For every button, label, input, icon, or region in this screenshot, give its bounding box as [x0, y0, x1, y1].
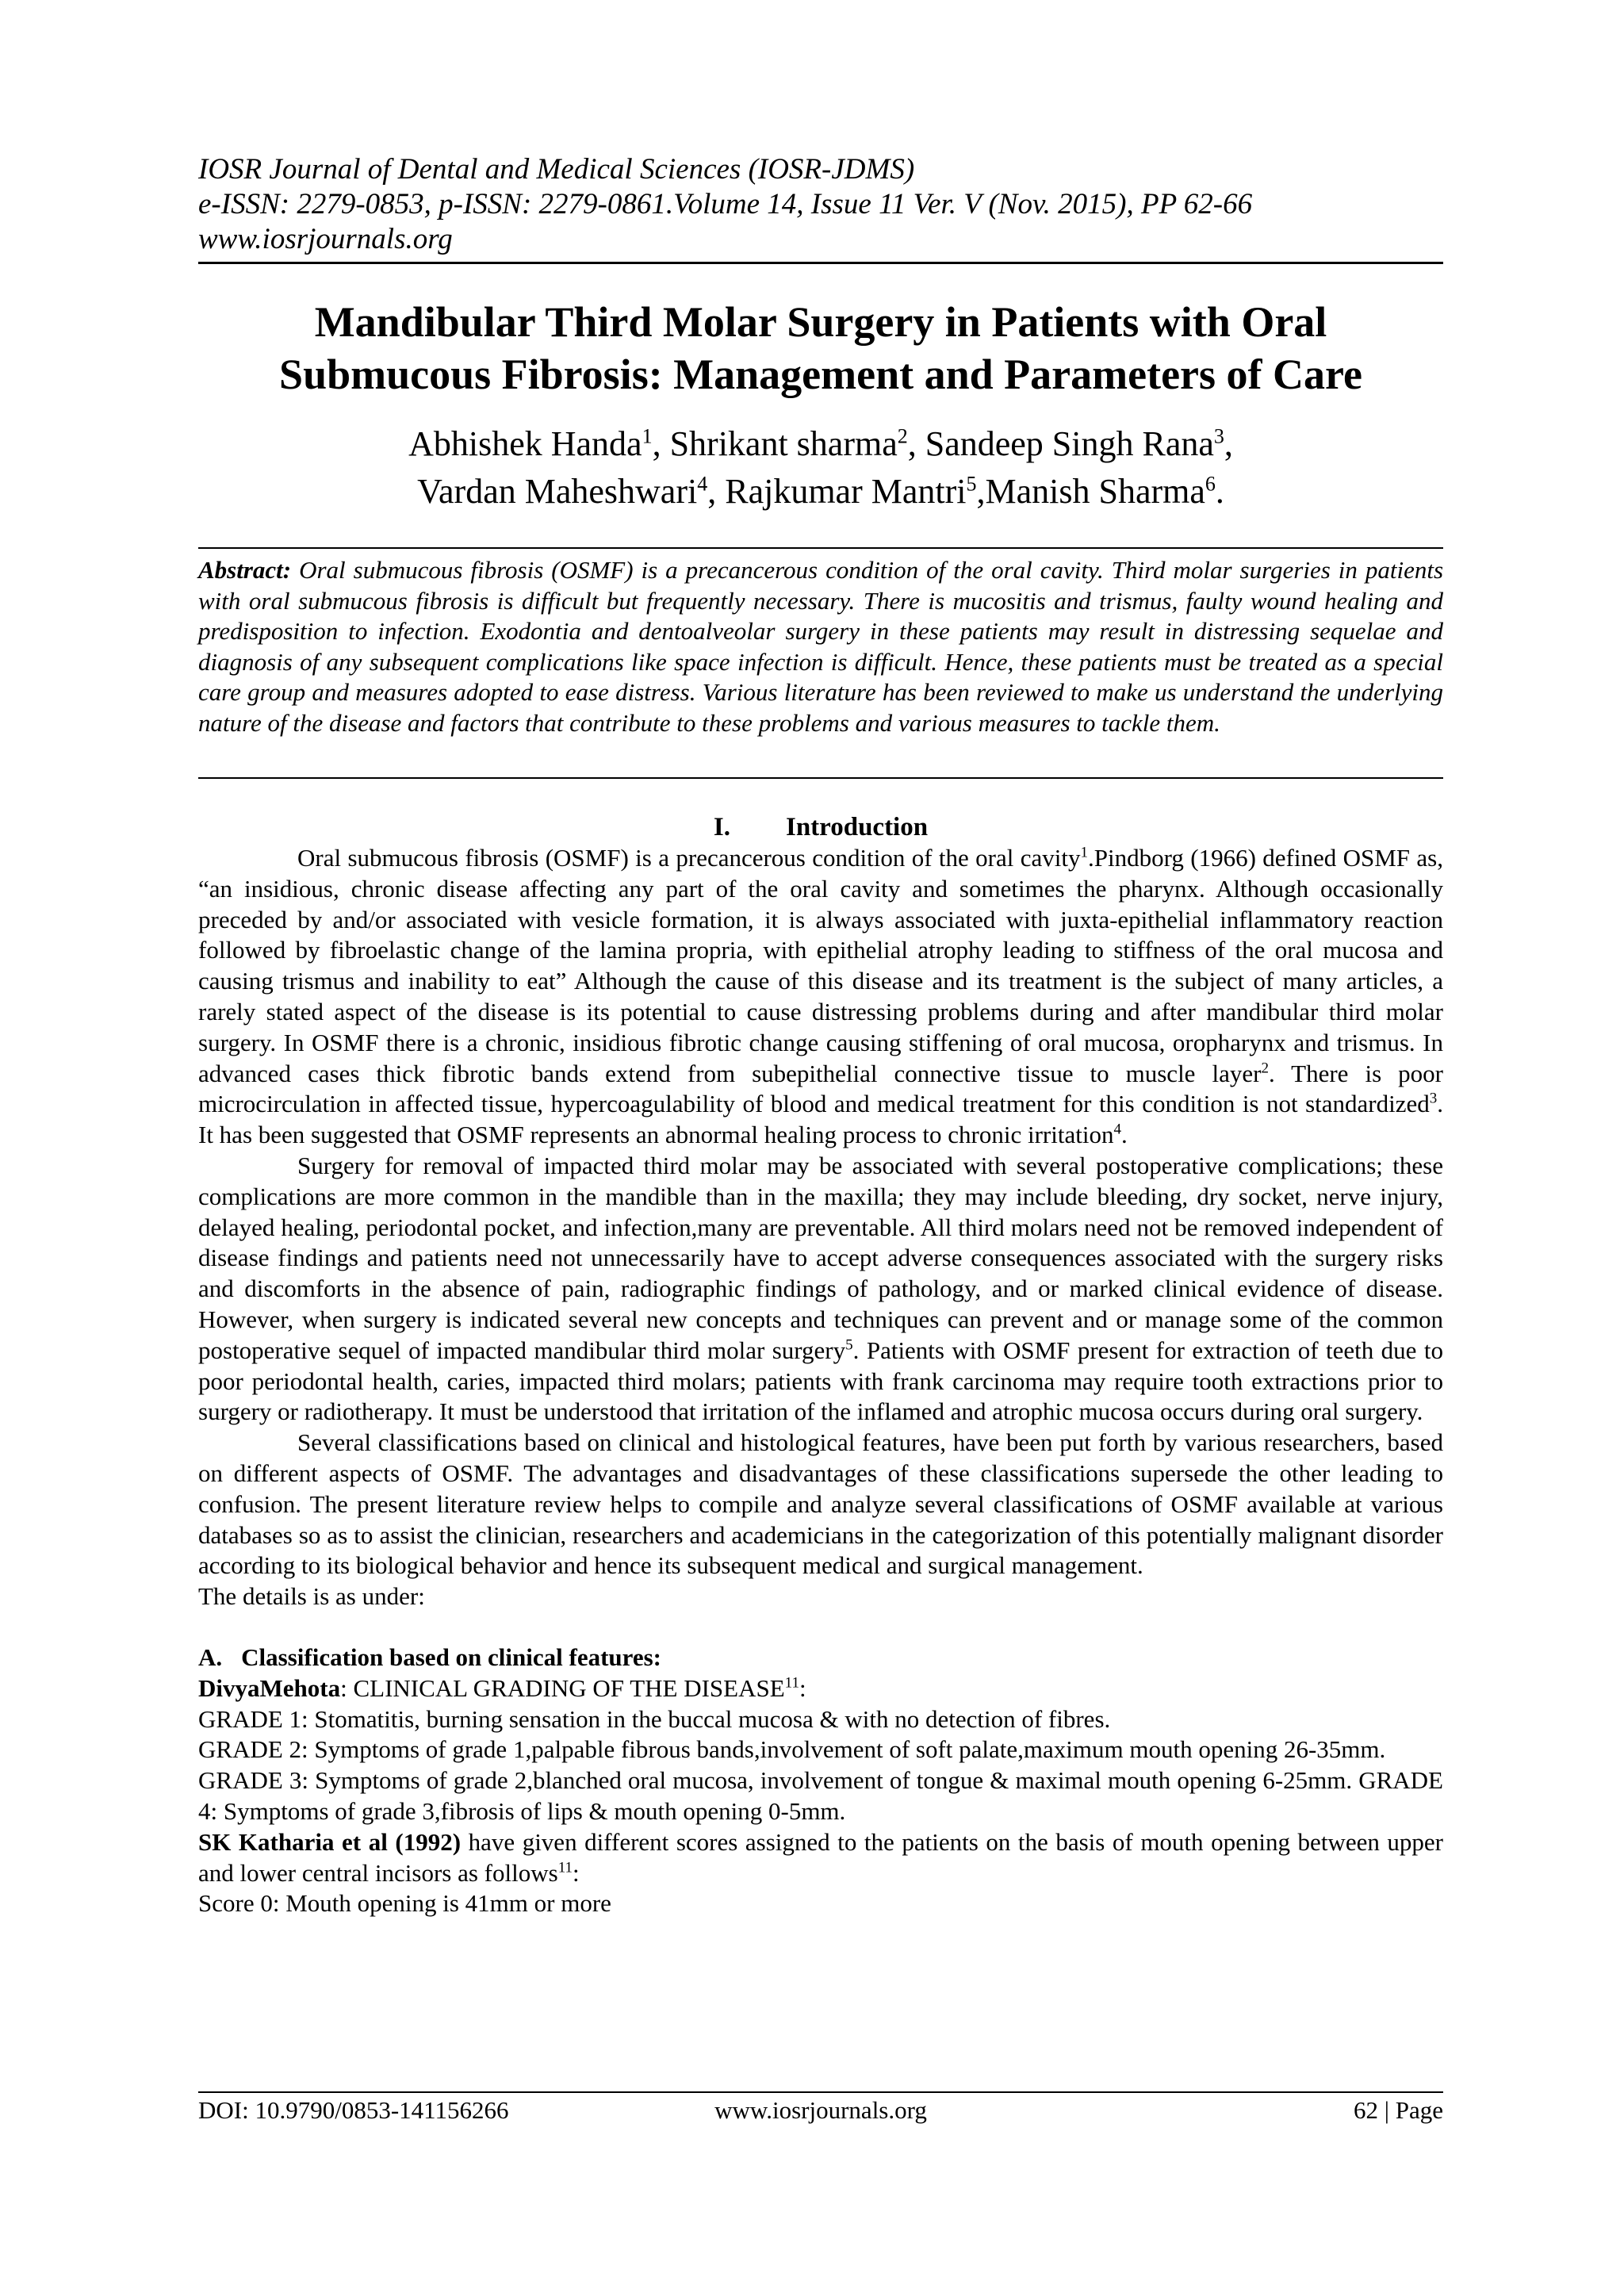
author-separator: , — [707, 472, 726, 511]
footer-page-number: 62 | Page — [1354, 2096, 1443, 2124]
citation: 1 — [1080, 844, 1088, 861]
footer-website[interactable]: www.iosrjournals.org — [714, 2096, 927, 2124]
section-title: Introduction — [785, 813, 929, 841]
text-run: . There is poor microcirculation in affected tissue, hypercoagulability of blood and medical treatment for this condition is not standardized — [198, 1059, 1444, 1118]
author-name: Shrikant sharma — [669, 424, 898, 463]
text-run: : — [572, 1858, 580, 1887]
header-divider — [198, 262, 1443, 264]
author-affiliation: 3 — [1213, 424, 1224, 448]
author-affiliation: 2 — [897, 424, 908, 448]
abstract — [198, 555, 1443, 738]
author-separator: , — [907, 424, 925, 463]
subsection-label: A. — [198, 1642, 223, 1671]
author-affiliation: 1 — [642, 424, 653, 448]
text-run: . Patients with OSMF present for extraction of teeth due to poor periodontal health, caries, impacted third molars; patients with frank carcinoma may require tooth extractions prior to surgery or radiotherapy. It must be understood that irritation of the inflamed and atrophic mucosa occurs during oral surgery. — [198, 1336, 1443, 1426]
body-text — [198, 843, 1443, 1919]
author-separator: , — [1224, 424, 1233, 463]
citation: 11 — [557, 1859, 573, 1876]
score-0: Score 0: Mouth opening is 41mm or more — [198, 1889, 611, 1918]
journal-issn: e-ISSN: 2279-0853, p-ISSN: 2279-0861.Volume 14, Issue 11 Ver. V (Nov. 2015), PP 62-66 — [198, 188, 1253, 220]
author-affiliation: 4 — [697, 472, 708, 496]
author-separator: . — [1215, 472, 1224, 511]
author-separator: , — [976, 472, 986, 511]
text-run: : CLINICAL GRADING OF THE DISEASE — [340, 1673, 785, 1702]
intro-paragraph-3: Several classifications based on clinical and histological features, have been put forth by various researchers, based on different aspects of OSMF. The advantages and disadvantages of these classifications supersede the other leading to confusion. The present literature review helps to compile and analyze several classifications of OSMF available at various databases so as to assist the clinician, researchers and academicians in the categorization of this potentially malignant disorder according to its biological behavior and hence its subsequent medical and surgical management. — [198, 1428, 1443, 1580]
intro-paragraph-2 — [198, 1151, 1443, 1428]
abstract-divider-bottom — [198, 777, 1443, 779]
author-reference: DivyaMehota — [198, 1673, 341, 1702]
text-run: Surgery for removal of impacted third molar may be associated with several postoperative complications; these complications are more common in the mandible than in the maxilla; they may include bleeding, dry socket, nerve injury, delayed healing, periodontal pocket, and infection,many are preventable. All third molars need not be removed independent of disease findings and patients need not unnecessarily have to accept adverse consequences associated with the surgery risks and discomforts in the absence of pain, radiographic findings of pathology, and or marked clinical evidence of disease. However, when surgery is indicated several new concepts and techniques can prevent and or manage some of the common postoperative sequel of impacted mandibular third molar surgery — [198, 1151, 1443, 1364]
divya-mehota-line — [198, 1673, 1443, 1704]
running-head — [198, 152, 1443, 257]
citation: 2 — [1261, 1060, 1269, 1077]
author-line-1 — [198, 420, 1443, 468]
journal-website[interactable]: www.iosrjournals.org — [198, 223, 453, 255]
author-list — [198, 420, 1443, 516]
page-footer — [198, 2095, 1443, 2125]
author-separator: , — [652, 424, 670, 463]
author-affiliation: 6 — [1205, 472, 1216, 496]
citation: 3 — [1429, 1091, 1438, 1108]
grade-1: GRADE 1: Stomatitis, burning sensation in the buccal mucosa & with no detection of fibres. — [198, 1704, 1111, 1733]
grade-3-4: GRADE 3: Symptoms of grade 2,blanched oral mucosa, involvement of tongue & maximal mouth opening 6-25mm. GRADE 4: Symptoms of grade 3,fibrosis of lips & mouth opening 0-5mm. — [198, 1766, 1443, 1825]
subsection-title: Classification based on clinical features: — [241, 1642, 662, 1671]
text-run: . It has been suggested that OSMF represents an abnormal healing process to chronic irritation — [198, 1090, 1443, 1149]
author-line-2 — [198, 468, 1443, 516]
spacer — [198, 1612, 1443, 1642]
citation: 5 — [845, 1336, 853, 1354]
footer-divider — [198, 2091, 1443, 2093]
intro-paragraph-1 — [198, 843, 1443, 1151]
paper-title — [198, 296, 1443, 401]
katharia-paragraph — [198, 1827, 1443, 1889]
section-heading-introduction — [198, 811, 1443, 843]
author-affiliation: 5 — [966, 472, 977, 496]
citation: 4 — [1113, 1121, 1121, 1138]
author-name: Manish Sharma — [985, 472, 1205, 511]
intro-paragraph-4: The details is as under: — [198, 1582, 425, 1611]
text-run: have given different scores assigned to the patients on the basis of mouth opening between upper and lower central incisors as follows — [198, 1827, 1443, 1887]
text-run: .Pindborg (1966) defined OSMF as, “an insidious, chronic disease affecting any part of the oral cavity and sometimes the pharynx. Although occasionally preceded by and/or associated with vesicle formation, it is always associated with juxta-epithelial inflammatory reaction followed by fibroelastic change of the lamina propria, with epithelial atrophy leading to stiffness of the oral mucosa and causing trismus and inability to eat” Although the cause of this disease and its treatment is the subject of many articles, a rarely stated aspect of the disease is its potential to cause distressing problems during and after mandibular third molar surgery. In OSMF there is a chronic, insidious fibrotic change causing stiffening of oral mucosa, oropharynx and trismus. In advanced cases thick fibrotic bands extend from subepithelial connective tissue to muscle layer — [198, 844, 1443, 1087]
author-reference: SK Katharia et al (1992) — [198, 1827, 462, 1856]
author-name: Rajkumar Mantri — [725, 472, 967, 511]
subsection-heading-a — [198, 1642, 1443, 1673]
citation: 11 — [784, 1674, 799, 1692]
text-run: Oral submucous fibrosis (OSMF) is a precancerous condition of the oral cavity — [297, 844, 1081, 872]
author-name: Sandeep Singh Rana — [925, 424, 1214, 463]
journal-name: IOSR Journal of Dental and Medical Sciences (IOSR-JDMS) — [198, 153, 915, 186]
footer-doi[interactable]: DOI: 10.9790/0853-141156266 — [198, 2096, 509, 2124]
grade-2: GRADE 2: Symptoms of grade 1,palpable fibrous bands,involvement of soft palate,maximum mouth opening 26-35mm. — [198, 1735, 1386, 1764]
text-run: . — [1120, 1121, 1128, 1149]
text-run: : — [799, 1673, 806, 1702]
title-line-2: Submucous Fibrosis: Management and Parameters of Care — [279, 351, 1362, 398]
abstract-text: Oral submucous fibrosis (OSMF) is a precancerous condition of the oral cavity. Third molar surgeries in patients with oral submucous fibrosis is difficult but frequently necessary. There is mucositis and trismus, faulty wound healing and predisposition to infection. Exodontia and dentoalveolar surgery in these patients may result in distressing sequelae and diagnosis of any subsequent complications like space infection is difficult. Hence, these patients must be treated as a special care group and measures adopted to ease distress. Various literature has been reviewed to make us understand the underlying nature of the disease and factors that contribute to these problems and various measures to tackle them. — [198, 556, 1444, 737]
abstract-label: Abstract: — [198, 556, 292, 584]
author-name: Abhishek Handa — [408, 424, 642, 463]
title-line-1: Mandibular Third Molar Surgery in Patients with Oral — [314, 298, 1327, 346]
abstract-divider-top — [198, 547, 1443, 549]
section-number: I. — [713, 813, 730, 841]
author-name: Vardan Maheshwari — [417, 472, 698, 511]
